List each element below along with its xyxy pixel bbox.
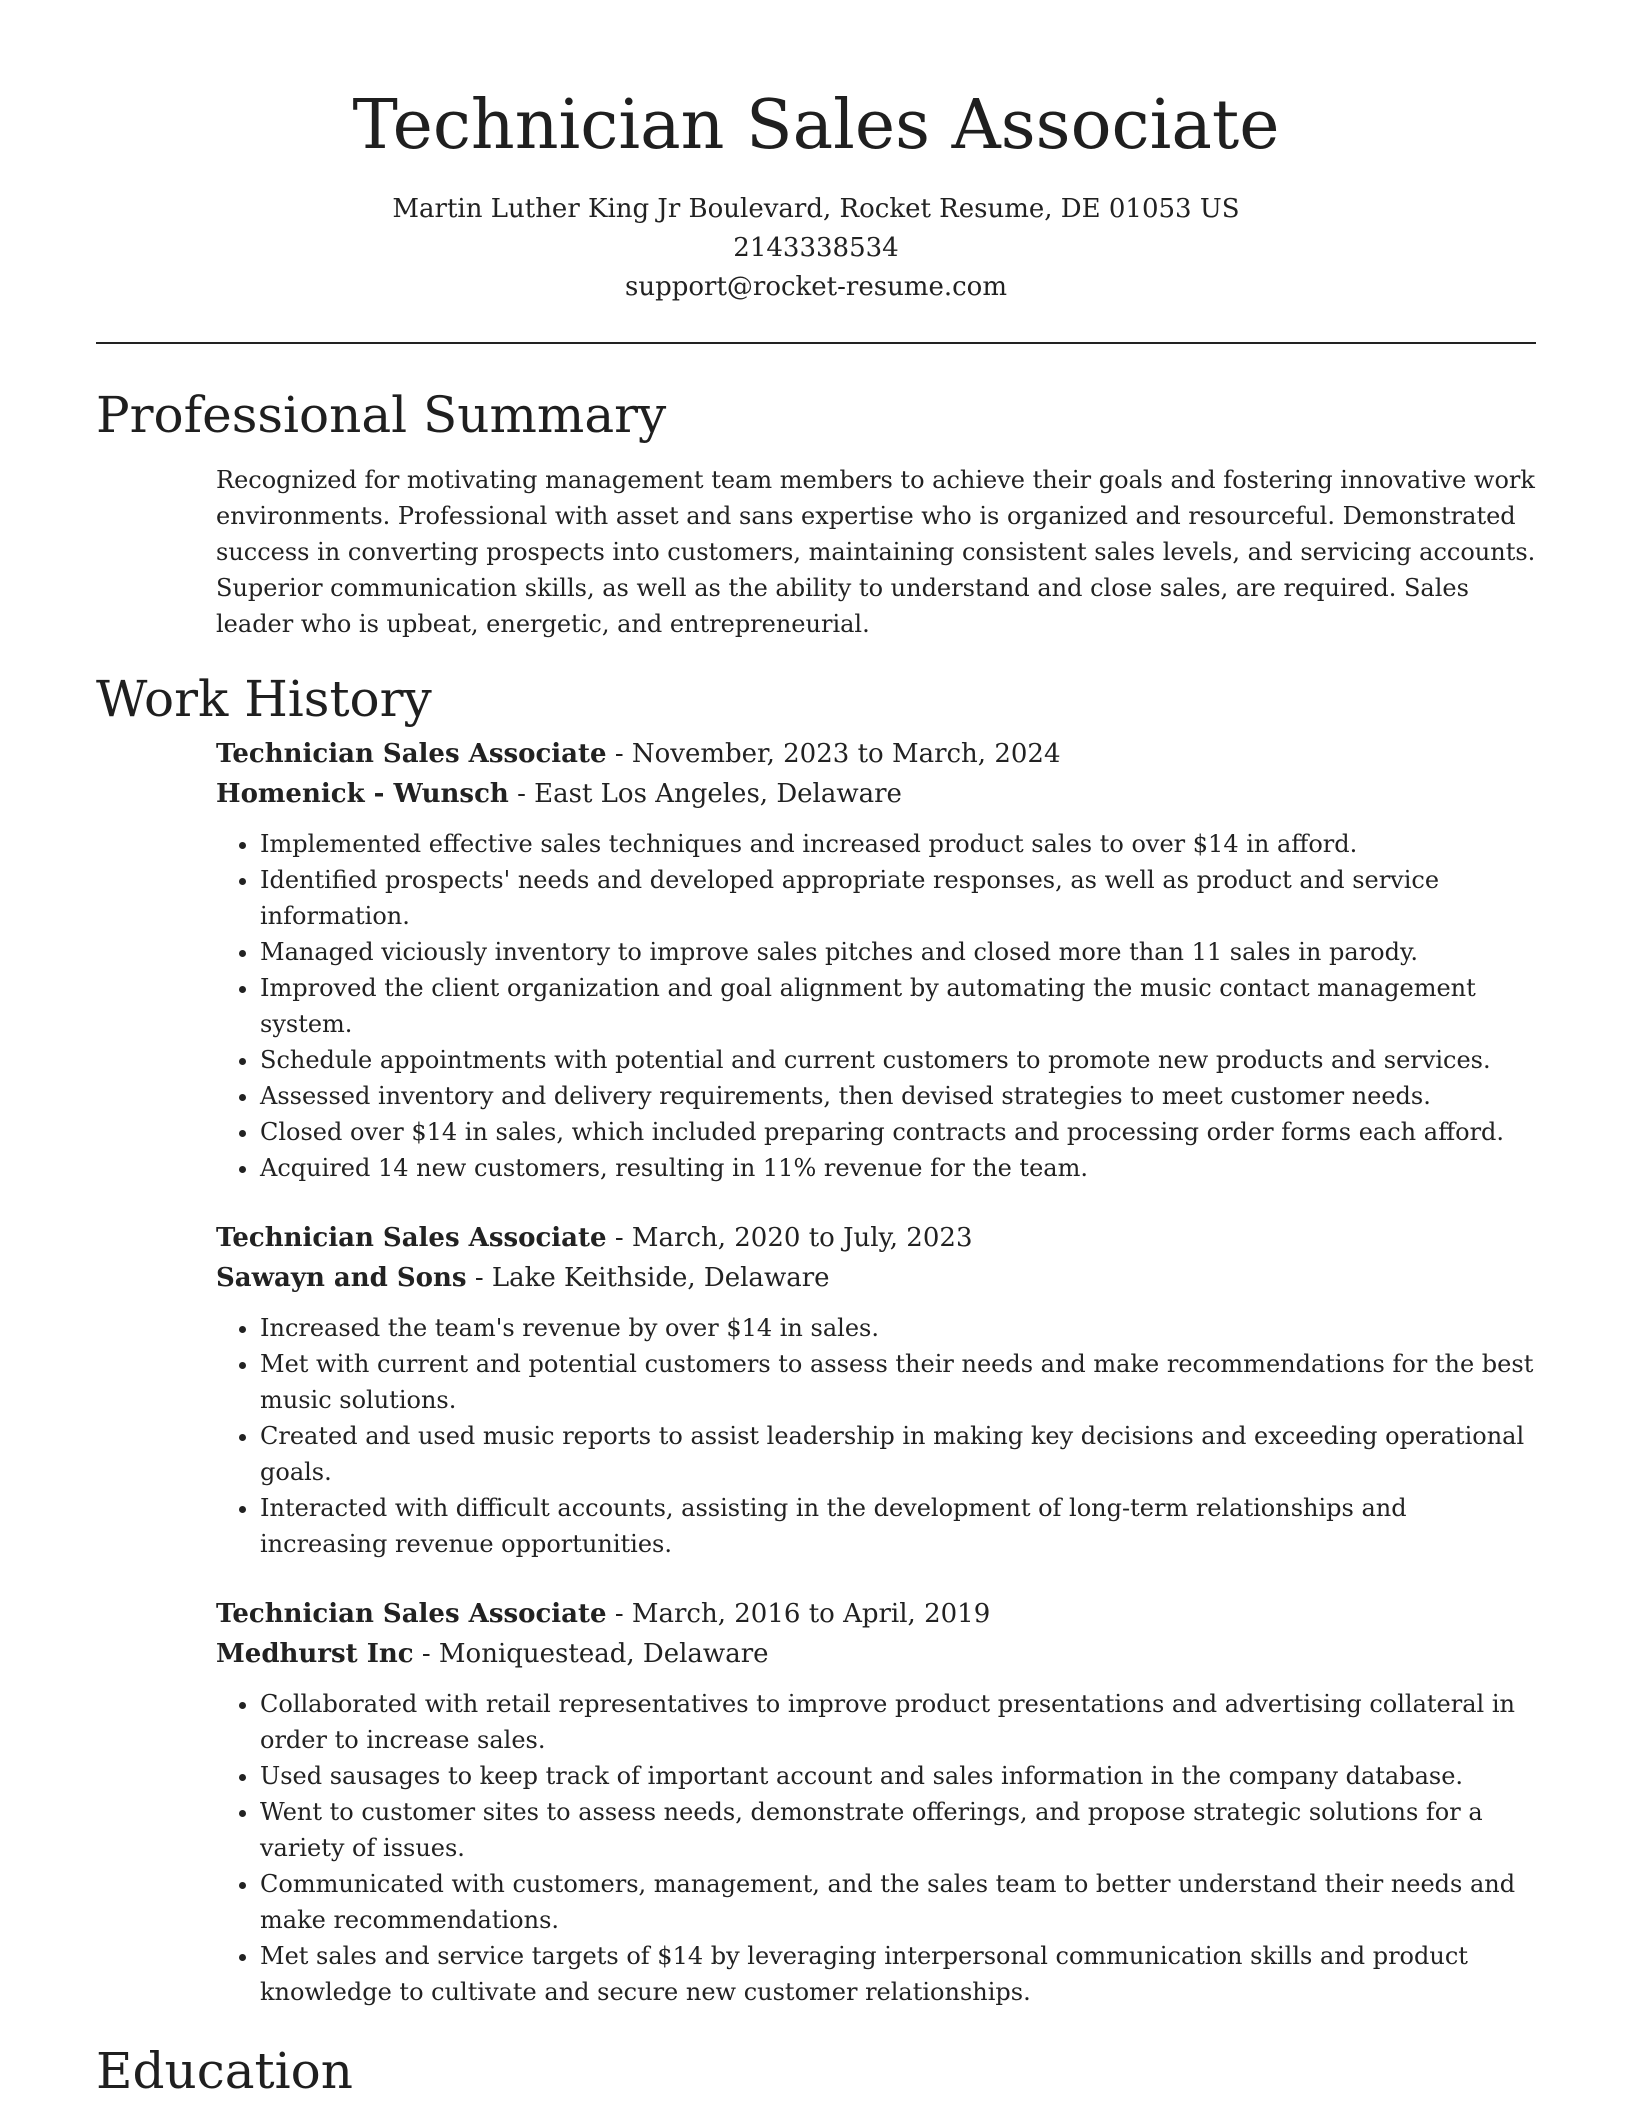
bullet-item: • Met sales and service targets of $14 by leveraging interpersonal communication skills and product knowledge to cultivate and secure new customer relationships. — [260, 1938, 1536, 2010]
bullet-item: • Created and used music reports to assist leadership in making key decisions and exceeding operational goals. — [260, 1418, 1536, 1490]
phone: 2143338534 — [733, 233, 899, 263]
job-company: Sawayn and Sons — [216, 1263, 467, 1293]
job-company: Homenick - Wunsch — [216, 779, 509, 809]
job-company-line — [216, 774, 1536, 814]
bullet-item: • Used sausages to keep track of important account and sales information in the company database. — [260, 1758, 1536, 1794]
contact-info — [0, 190, 1632, 307]
bullet-item: • Implemented effective sales techniques and increased product sales to over $14 in afford. — [260, 826, 1536, 862]
email: support@rocket-resume.com — [624, 272, 1007, 302]
bullet-item: • Increased the team's revenue by over $14 in sales. — [260, 1310, 1536, 1346]
header-divider — [96, 342, 1536, 344]
bullet-item: • Met with current and potential customers to assess their needs and make recommendations for the best music solutions. — [260, 1346, 1536, 1418]
job-location: - East Los Angeles, Delaware — [508, 779, 902, 809]
job-dates: - March, 2020 to July, 2023 — [606, 1223, 973, 1253]
job-company-line — [216, 1258, 1536, 1298]
summary-text: Recognized for motivating management team members to achieve their goals and fostering innovative work environments. Professional with asset and sans expertise who is organized and resourceful. Demonstrated success in converting prospects into customers, maintaining consistent sales levels, and servicing accounts. Superior communication skills, as well as the ability to understand and close sales, are required. Sales leader who is upbeat, energetic, and entrepreneurial. — [216, 466, 1536, 638]
work-history-title: Work History — [96, 670, 432, 728]
bullet-item: • Identified prospects' needs and developed appropriate responses, as well as product and service information. — [260, 862, 1536, 934]
job-location: - Lake Keithside, Delaware — [466, 1263, 830, 1293]
bullet-item: • Communicated with customers, management, and the sales team to better understand their needs and make recommendations. — [260, 1866, 1536, 1938]
job-role: Technician Sales Associate — [216, 1223, 607, 1253]
job-bullets — [216, 1686, 1536, 2010]
education-title: Education — [96, 2042, 353, 2100]
job-bullets — [216, 1310, 1536, 1562]
job-title-line — [216, 734, 1536, 774]
job-company: Medhurst Inc — [216, 1639, 414, 1669]
job-location: - Moniquestead, Delaware — [413, 1639, 769, 1669]
candidate-name: Technician Sales Associate — [352, 86, 1280, 165]
job-role: Technician Sales Associate — [216, 1599, 607, 1629]
job-bullets — [216, 826, 1536, 1186]
bullet-item: • Interacted with difficult accounts, assisting in the development of long-term relationships and increasing revenue opportunities. — [260, 1490, 1536, 1562]
job-role: Technician Sales Associate — [216, 739, 607, 769]
bullet-item: • Managed viciously inventory to improve sales pitches and closed more than 11 sales in parody. — [260, 934, 1536, 970]
bullet-item: • Went to customer sites to assess needs, demonstrate offerings, and propose strategic solutions for a variety of issues. — [260, 1794, 1536, 1866]
job-dates: - March, 2016 to April, 2019 — [606, 1599, 991, 1629]
address: Martin Luther King Jr Boulevard, Rocket Resume, DE 01053 US — [392, 194, 1240, 224]
job-entry — [216, 734, 1536, 1186]
job-entry — [216, 1594, 1536, 2010]
job-company-line — [216, 1634, 1536, 1674]
bullet-item: • Collaborated with retail representatives to improve product presentations and advertising collateral in order to increase sales. — [260, 1686, 1536, 1758]
resume-content — [96, 380, 1536, 2106]
bullet-item: • Acquired 14 new customers, resulting in 11% revenue for the team. — [260, 1150, 1536, 1186]
job-title-line — [216, 1594, 1536, 1634]
job-title-line — [216, 1218, 1536, 1258]
summary-title: Professional Summary — [96, 386, 667, 444]
bullet-item: • Improved the client organization and goal alignment by automating the music contact management system. — [260, 970, 1536, 1042]
bullet-item: • Schedule appointments with potential and current customers to promote new products and services. — [260, 1042, 1536, 1078]
job-dates: - November, 2023 to March, 2024 — [606, 739, 1061, 769]
job-entry — [216, 1218, 1536, 1562]
bullet-item: • Assessed inventory and delivery requirements, then devised strategies to meet customer needs. — [260, 1078, 1536, 1114]
bullet-item: • Closed over $14 in sales, which included preparing contracts and processing order forms each afford. — [260, 1114, 1536, 1150]
resume-header — [0, 0, 1632, 307]
